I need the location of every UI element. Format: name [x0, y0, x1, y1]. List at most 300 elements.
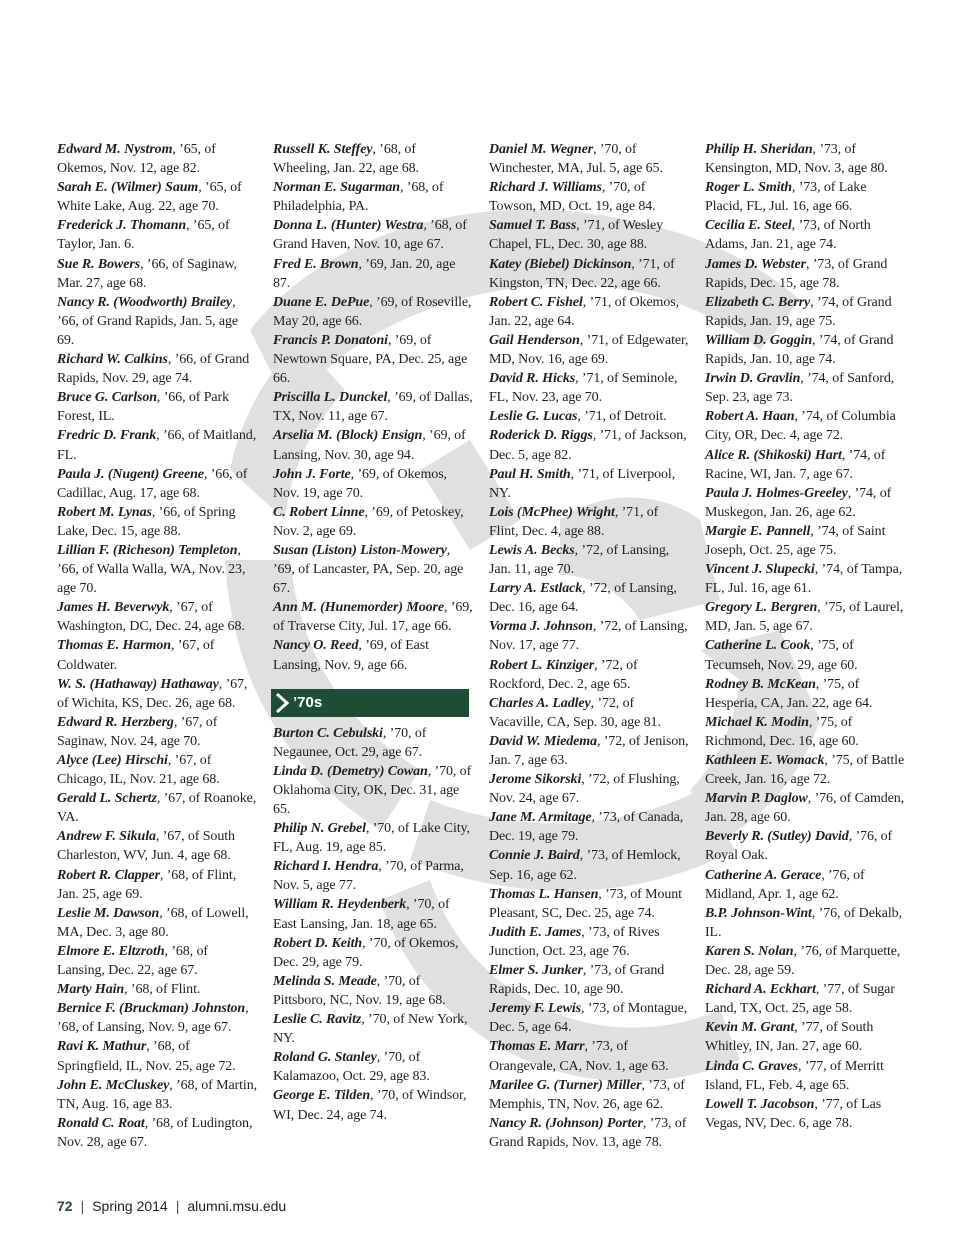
obituary-entry [705, 407, 905, 445]
obituary-entry [57, 1037, 257, 1075]
obituary-details: , ’67, of Roanoke, VA. [57, 791, 257, 826]
obituary-details: , ’72, of Rockford, Dec. 2, age 65. [489, 657, 638, 692]
obituary-details: , ’67, of South Charleston, WV, Jun. 4, age 68. [57, 829, 235, 864]
obituary-entry [273, 331, 473, 388]
obituary-details: , ’71, of Liverpool, NY. [489, 466, 676, 501]
alumnus-name: Ronald C. Roat [57, 1115, 145, 1131]
obituary-details: , ’71, of Wesley Chapel, FL, Dec. 30, age 88. [489, 218, 664, 253]
obituary-entry [489, 293, 689, 331]
alumnus-name: Roger L. Smith [705, 180, 792, 196]
alumnus-name: Paula J. Holmes-Greeley [705, 485, 848, 501]
obituary-entry [273, 426, 473, 464]
obituary-details: , ’65, of Okemos, Nov. 12, age 82. [57, 142, 216, 177]
obituary-details: , ’76, of Marquette, Dec. 28, age 59. [705, 943, 901, 979]
obituary-entry [273, 636, 473, 674]
obituary-entry [273, 388, 473, 426]
alumnus-name: Jerome Sikorski [489, 772, 582, 788]
obituary-details: , ’75, of Hesperia, CA, Jan. 22, age 64. [705, 676, 873, 711]
obituary-entry [57, 216, 257, 254]
obituary-details: , ’69, of Roseville, May 20, age 66. [273, 294, 472, 329]
alumnus-name: Ravi K. Mathur [57, 1039, 147, 1055]
obituary-entry [57, 1076, 257, 1114]
obituary-entry [705, 522, 905, 560]
alumnus-name: Nancy R. (Johnson) Porter [489, 1115, 643, 1131]
obituary-entry [705, 1057, 905, 1095]
obituary-entry [57, 904, 257, 942]
obituary-details: , ’77, of South Whitley, IN, Jan. 27, age 60. [705, 1020, 874, 1055]
alumnus-name: Burton C. Cebulski [273, 725, 383, 741]
obituary-details: , ’65, of Taylor, Jan. 6. [57, 218, 230, 253]
obituary-entry [489, 140, 689, 178]
alumnus-name: William D. Goggin [705, 332, 813, 348]
obituary-entry [705, 904, 905, 942]
obituary-entry [273, 293, 473, 331]
obituary-entry [705, 675, 905, 713]
obituary-entry [705, 293, 905, 331]
alumnus-name: James H. Beverwyk [57, 600, 170, 616]
column-2 [273, 140, 473, 1125]
obituary-details: , ’71, of Flint, Dec. 4, age 88. [489, 504, 659, 539]
alumnus-name: Fredric D. Frank [57, 428, 157, 444]
obituary-entry [57, 1114, 257, 1152]
alumnus-name: Paul H. Smith [489, 466, 571, 482]
decade-heading [271, 689, 469, 717]
alumnus-name: Edward R. Herzberg [57, 714, 174, 730]
obituary-entry [57, 713, 257, 751]
alumnus-name: Frederick J. Thomann [57, 218, 187, 234]
alumnus-name: Nancy O. Reed [273, 638, 359, 654]
obituary-details: , ’68, of Wheeling, Jan. 22, age 68. [273, 142, 419, 177]
obituary-entry [273, 857, 473, 895]
obituary-entry [705, 178, 905, 216]
obituary-entry [57, 636, 257, 674]
obituary-details: , ’72, of Vacaville, CA, Sep. 30, age 81. [489, 695, 661, 730]
site-link[interactable]: alumni.msu.edu [187, 1198, 287, 1214]
alumnus-name: Robert D. Keith [273, 935, 363, 951]
alumnus-name: Leslie M. Dawson [57, 905, 160, 921]
obituary-entry [489, 407, 689, 426]
obituary-details: , ’74, of Columbia City, OR, Dec. 4, age 72. [705, 409, 896, 444]
obituary-entry [57, 503, 257, 541]
obituary-entry [705, 789, 905, 827]
obituary-details: , ’68, of Springfield, IL, Nov. 25, age 72. [57, 1039, 236, 1074]
alumnus-name: David W. Miedema [489, 733, 597, 749]
obituary-entry [705, 140, 905, 178]
alumnus-name: Jeremy F. Lewis [489, 1001, 581, 1017]
obituary-entry [489, 1076, 689, 1114]
obituary-details: , ’68, of Lowell, MA, Dec. 3, age 80. [57, 905, 249, 940]
obituary-entry [489, 923, 689, 961]
obituary-details: , ’69, of Petoskey, Nov. 2, age 69. [273, 504, 464, 539]
alumnus-name: Gregory L. Bergren [705, 600, 818, 616]
alumnus-name: Kevin M. Grant [705, 1020, 795, 1036]
obituary-details: , ’67, of Wichita, KS, Dec. 26, age 68. [57, 676, 248, 711]
obituary-entry [273, 972, 473, 1010]
alumnus-name: Thomas E. Harmon [57, 638, 171, 654]
obituary-details: , ’71, of Seminole, FL, Nov. 23, age 70. [489, 371, 678, 406]
obituary-details: , ’73, of North Adams, Jan. 21, age 74. [705, 218, 871, 253]
obituary-entry [705, 484, 905, 522]
alumnus-name: Nancy R. (Woodworth) Brailey [57, 294, 233, 310]
obituary-entry [273, 140, 473, 178]
obituary-entry [489, 178, 689, 216]
obituary-entry [489, 541, 689, 579]
obituary-details: , ’69, of Lansing, Nov. 30, age 94. [273, 428, 466, 463]
obituary-details: , ’69, of Newtown Square, PA, Dec. 25, age 66. [273, 332, 468, 387]
obituary-details: , ’76, of Midland, Apr. 1, age 62. [705, 867, 865, 902]
obituary-details: , ’68, of Grand Haven, Nov. 10, age 67. [273, 218, 467, 253]
obituary-entry [705, 255, 905, 293]
obituary-details: , ’72, of Jenison, Jan. 7, age 63. [489, 733, 689, 768]
alumnus-name: Melinda S. Meade [273, 973, 377, 989]
obituary-entry [489, 694, 689, 732]
obituary-details: , ’69, of Traverse City, Jul. 17, age 66. [273, 600, 473, 635]
obituary-entry [273, 1010, 473, 1048]
obituary-details: , ’75, of Laurel, MD, Jan. 5, age 67. [705, 600, 904, 635]
chevron-right-icon [271, 689, 293, 717]
alumnus-name: Larry A. Estlack [489, 581, 583, 597]
obituary-entry [705, 713, 905, 751]
alumnus-name: Sarah E. (Wilmer) Saum [57, 180, 199, 196]
obituary-details: , ’73, of Lake Placid, FL, Jul. 16, age 66. [705, 180, 867, 215]
obituary-details: , ’68, of Lansing, Nov. 9, age 67. [57, 1001, 249, 1036]
alumnus-name: Catherine L. Cook [705, 638, 811, 654]
obituary-entry [57, 140, 257, 178]
obituary-entry [273, 895, 473, 933]
obituary-entry [273, 724, 473, 762]
footer-separator: | [175, 1198, 180, 1214]
obituary-details: , ’70, of Windsor, WI, Dec. 24, age 74. [273, 1088, 467, 1123]
alumnus-name: Susan (Liston) Liston-Mowery [273, 542, 447, 558]
obituary-details: , ’77, of Las Vegas, NV, Dec. 6, age 78. [705, 1096, 882, 1131]
column-1 [57, 140, 257, 1152]
alumnus-name: Rodney B. McKean [705, 676, 816, 692]
obituary-entry [57, 465, 257, 503]
obituary-details: , ’77, of Merritt Island, FL, Feb. 4, age 65. [705, 1058, 884, 1093]
obituary-entry [489, 1114, 689, 1152]
obituary-entry [57, 293, 257, 350]
obituary-entry [705, 1095, 905, 1133]
obituary-entry [273, 216, 473, 254]
obituary-details: , ’67, of Chicago, IL, Nov. 21, age 68. [57, 753, 220, 788]
alumnus-name: Paula J. (Nugent) Greene [57, 466, 204, 482]
obituary-details: , ’68, of Martin, TN, Aug. 16, age 83. [57, 1077, 257, 1112]
obituary-details: , ’73, of Canada, Dec. 19, age 79. [489, 810, 684, 845]
alumnus-name: Donna L. (Hunter) Westra [273, 218, 424, 234]
obituary-entry [489, 1037, 689, 1075]
alumnus-name: Alyce (Lee) Hirschi [57, 753, 168, 768]
obituary-details: , ’73, of Grand Rapids, Dec. 15, age 78. [705, 256, 888, 291]
obituary-entry [273, 503, 473, 541]
obituary-entry [705, 598, 905, 636]
obituary-details: , ’70, of Winchester, MA, Jul. 5, age 65. [489, 142, 663, 177]
obituary-details: , ’70, of New York, NY. [273, 1012, 468, 1047]
obituary-details: , ’70, of Towson, MD, Oct. 19, age 84. [489, 180, 656, 215]
obituary-details: , ’68, of Flint, Jan. 25, age 69. [57, 867, 237, 902]
alumnus-name: W. S. (Hathaway) Hathaway [57, 676, 219, 692]
alumnus-name: Lillian F. (Richeson) Templeton [57, 542, 238, 558]
alumnus-name: B.P. Johnson-Wint [705, 905, 812, 921]
alumnus-name: Arselia M. (Block) Ensign [273, 428, 423, 444]
obituary-details: , ’66, of Saginaw, Mar. 27, age 68. [57, 256, 237, 291]
issue-label: Spring 2014 [92, 1198, 168, 1214]
obituary-details: , ’71, of Edgewater, MD, Nov. 16, age 69. [489, 332, 689, 368]
alumnus-name: Kathleen E. Womack [705, 753, 825, 768]
alumnus-name: Catherine A. Gerace [705, 867, 822, 883]
obituary-entry [489, 579, 689, 617]
obituary-entry [57, 388, 257, 426]
obituary-entry [489, 255, 689, 293]
obituary-entry [489, 503, 689, 541]
alumnus-name: Robert A. Haan [705, 409, 795, 425]
obituary-entry [705, 636, 905, 674]
obituary-details: , ’65, of White Lake, Aug. 22, age 70. [57, 180, 242, 215]
alumnus-name: David R. Hicks [489, 371, 576, 387]
alumnus-name: John J. Forte [273, 466, 351, 482]
obituary-details: , ’71, of Okemos, Jan. 22, age 64. [489, 294, 679, 329]
obituary-details: , ’73, of Rives Junction, Oct. 23, age 76. [489, 924, 660, 959]
obituary-details: , ’66, of Cadillac, Aug. 17, age 68. [57, 466, 248, 501]
obituary-details: , ’69, Jan. 20, age 87. [273, 256, 456, 291]
obituary-details: , ’71, of Kingston, TN, Dec. 22, age 66. [489, 256, 675, 291]
alumnus-name: Andrew F. Sikula [57, 829, 156, 845]
alumnus-name: Cecilia E. Steel [705, 218, 792, 234]
obituary-entry [489, 961, 689, 999]
obituary-entry [57, 942, 257, 980]
obituary-entry [705, 866, 905, 904]
obituary-details: , ’72, of Flushing, Nov. 24, age 67. [489, 772, 680, 807]
obituary-details: , ’73, of Hemlock, Sep. 16, age 62. [489, 848, 681, 883]
alumnus-name: Linda C. Graves [705, 1058, 799, 1074]
obituary-details: , ’73, of Orangevale, CA, Nov. 1, age 63. [489, 1039, 669, 1074]
obituary-entry [57, 598, 257, 636]
alumnus-name: James D. Webster [705, 256, 806, 272]
alumnus-name: Edward M. Nystrom [57, 142, 173, 157]
obituary-details: , ’76, of Royal Oak. [705, 829, 893, 864]
obituary-details: , ’70, of Okemos, Dec. 29, age 79. [273, 935, 459, 970]
obituary-details: , ’70, of Negaunee, Oct. 29, age 67. [273, 725, 427, 760]
obituary-entry [489, 426, 689, 464]
obituary-entry [705, 751, 905, 789]
obituary-entry [705, 216, 905, 254]
obituary-details: , ’75, of Richmond, Dec. 16, age 60. [705, 714, 859, 749]
obituary-details: , ’66, of Spring Lake, Dec. 15, age 88. [57, 504, 236, 539]
obituary-details: , ’73, of Grand Rapids, Dec. 10, age 90. [489, 963, 665, 998]
column-4 [705, 140, 905, 1133]
obituary-details: , ’71, of Jackson, Dec. 5, age 82. [489, 428, 687, 463]
alumnus-name: Gail Henderson [489, 332, 580, 348]
obituary-entry [273, 255, 473, 293]
obituary-details: , ’73, of Mount Pleasant, SC, Dec. 25, age 74. [489, 886, 682, 921]
obituary-details: , ’72, of Lansing, Nov. 17, age 77. [489, 619, 688, 654]
alumnus-name: Linda D. (Demetry) Cowan [273, 763, 428, 779]
obituary-entry [273, 1086, 473, 1124]
obituary-details: , ’68, of Philadelphia, PA. [273, 180, 444, 215]
obituary-entry [273, 819, 473, 857]
alumnus-name: Judith E. James [489, 924, 582, 940]
obituary-details: , ’75, of Battle Creek, Jan. 16, age 72. [705, 753, 905, 788]
obituary-details: , ’74, of Saint Joseph, Oct. 25, age 75. [705, 523, 886, 558]
alumnus-name: George E. Tilden [273, 1088, 371, 1104]
obituary-details: , ’76, of Camden, Jan. 28, age 60. [705, 791, 905, 826]
alumnus-name: Bruce G. Carlson [57, 390, 157, 406]
obituary-details: , ’68, of Ludington, Nov. 28, age 67. [57, 1115, 253, 1150]
alumnus-name: Elmore E. Eltzroth [57, 943, 165, 959]
obituary-entry [273, 541, 473, 598]
obituary-details: , ’69, of Lancaster, PA, Sep. 20, age 67. [273, 542, 464, 597]
obituary-details: , ’66, of Grand Rapids, Jan. 5, age 69. [57, 294, 238, 348]
alumnus-name: Vorma J. Johnson [489, 619, 593, 635]
obituary-entry [273, 934, 473, 972]
obituary-entry [489, 331, 689, 369]
alumnus-name: Alice R. (Shikoski) Hart [705, 447, 842, 463]
alumnus-name: Ann M. (Hunemorder) Moore [273, 600, 444, 616]
page-number: 72 [57, 1198, 73, 1214]
alumnus-name: Karen S. Nolan [705, 943, 794, 959]
obituary-details: , ’67, of Coldwater. [57, 638, 215, 673]
obituary-details: , ’73, of Grand Rapids, Nov. 13, age 78. [489, 1115, 687, 1150]
obituary-entry [489, 808, 689, 846]
alumnus-name: Leslie C. Ravitz [273, 1012, 362, 1028]
obituary-details: , ’73, of Kensington, MD, Nov. 3, age 80. [705, 142, 888, 177]
alumnus-name: Richard W. Calkins [57, 352, 168, 368]
obituary-entry [57, 751, 257, 789]
alumnus-name: Charles A. Ladley [489, 695, 591, 711]
alumnus-name: Margie E. Pannell [705, 523, 811, 539]
obituary-entry [57, 675, 257, 713]
obituary-entry [57, 350, 257, 388]
obituary-details: , ’69, of Okemos, Nov. 19, age 70. [273, 466, 447, 501]
obituary-details: , ’70, of Pittsboro, NC, Nov. 19, age 68. [273, 973, 446, 1008]
alumnus-name: Bernice F. (Bruckman) Johnston [57, 1001, 246, 1017]
alumnus-name: Beverly R. (Sutley) David [705, 829, 849, 845]
alumnus-name: Marilee G. (Turner) Miller [489, 1077, 642, 1093]
obituary-entry [57, 980, 257, 999]
alumnus-name: Roderick D. Riggs [489, 428, 593, 444]
alumnus-name: Robert L. Kinziger [489, 657, 595, 673]
obituary-details: , ’68, of Lansing, Dec. 22, age 67. [57, 943, 208, 979]
obituary-entry [57, 541, 257, 598]
obituary-entry [57, 255, 257, 293]
alumnus-name: Daniel M. Wegner [489, 142, 594, 157]
obituary-details: , ’76, of Dekalb, IL. [705, 905, 902, 940]
obituary-entry [489, 465, 689, 503]
obituary-entry [57, 827, 257, 865]
alumnus-name: Norman E. Sugarman [273, 180, 400, 196]
obituary-entry [489, 617, 689, 655]
alumnus-name: Vincent J. Slupecki [705, 562, 815, 578]
obituary-entry [489, 656, 689, 694]
obituary-entry [57, 999, 257, 1037]
obituary-entry [57, 789, 257, 827]
obituary-details: , ’74, of Sanford, Sep. 23, age 73. [705, 371, 895, 406]
alumnus-name: Robert R. Clapper [57, 867, 160, 883]
obituary-entry [705, 446, 905, 484]
alumnus-name: Philip H. Sheridan [705, 142, 813, 157]
alumnus-name: Russell K. Steffey [273, 142, 373, 157]
alumnus-name: Thomas L. Hansen [489, 886, 599, 902]
obituary-entry [273, 598, 473, 636]
obituary-details: , ’66, of Walla Walla, WA, Nov. 23, age 70. [57, 542, 246, 597]
obituary-details: , ’66, of Grand Rapids, Nov. 29, age 74. [57, 352, 250, 387]
alumnus-name: Jane M. Armitage [489, 810, 592, 826]
alumnus-name: Richard A. Eckhart [705, 982, 816, 998]
obituary-entry [705, 560, 905, 598]
obituary-entry [705, 369, 905, 407]
alumnus-name: Robert M. Lynas [57, 504, 152, 520]
alumnus-name: Connie J. Baird [489, 848, 580, 864]
obituary-details: , ’70, of Lake City, FL, Aug. 19, age 85. [273, 821, 470, 856]
alumnus-name: Michael K. Modin [705, 714, 809, 730]
alumnus-name: Richard J. Williams [489, 180, 602, 196]
obituary-entry [705, 942, 905, 980]
alumnus-name: Richard I. Hendra [273, 859, 379, 875]
obituary-details: , ’74, of Muskegon, Jan. 26, age 62. [705, 485, 892, 520]
obituary-entry [273, 762, 473, 819]
alumnus-name: Lewis A. Becks [489, 542, 575, 558]
alumnus-name: Duane E. DePue [273, 294, 370, 310]
alumnus-name: Lois (McPhee) Wright [489, 504, 615, 520]
obituary-entry [273, 1048, 473, 1086]
obituary-entry [489, 885, 689, 923]
obituary-details: , ’72, of Lansing, Dec. 16, age 64. [489, 581, 677, 616]
alumnus-name: Gerald L. Schertz [57, 791, 157, 807]
alumnus-name: Elizabeth C. Berry [705, 294, 811, 310]
obituary-details: , ’70, of Parma, Nov. 5, age 77. [273, 859, 464, 894]
obituary-entry [489, 999, 689, 1037]
alumnus-name: Katey (Biebel) Dickinson [489, 256, 632, 272]
decade-label: ’70s [293, 694, 323, 712]
alumnus-name: Fred E. Brown [273, 256, 359, 272]
obituary-details: , ’75, of Tecumseh, Nov. 29, age 60. [705, 638, 858, 673]
alumnus-name: Sue R. Bowers [57, 256, 141, 272]
obituary-details: , ’67, of Washington, DC, Dec. 24, age 68. [57, 600, 245, 635]
obituary-entry [273, 465, 473, 503]
obituary-details: , ’70, of Oklahoma City, OK, Dec. 31, age 65. [273, 763, 472, 817]
obituary-entry [489, 770, 689, 808]
obituary-details: , ’70, of Kalamazoo, Oct. 29, age 83. [273, 1050, 430, 1085]
obituary-entry [705, 331, 905, 369]
alumnus-name: Priscilla L. Dunckel [273, 390, 388, 406]
alumnus-name: Leslie G. Lucas [489, 409, 578, 425]
alumnus-name: Philip N. Grebel [273, 821, 366, 837]
obituary-entry [705, 827, 905, 865]
alumnus-name: Marvin P. Daglow [705, 791, 808, 807]
alumnus-name: Francis P. Donatoni [273, 332, 388, 348]
obituary-details: , ’71, of Detroit. [577, 409, 667, 425]
obituary-details: , ’66, of Maitland, FL. [57, 428, 257, 463]
obituary-entry [273, 178, 473, 216]
alumnus-name: Samuel T. Bass [489, 218, 577, 234]
obituary-details: , ’73, of Memphis, TN, Nov. 26, age 62. [489, 1077, 685, 1112]
obituary-details: , ’70, of East Lansing, Jan. 18, age 65. [273, 897, 450, 932]
obituary-details: , ’73, of Montague, Dec. 5, age 64. [489, 1001, 688, 1036]
obituary-details: , ’68, of Flint. [124, 982, 201, 998]
obituary-details: , ’74, of Tampa, FL, Jul. 16, age 61. [705, 562, 903, 597]
alumnus-name: Robert C. Fishel [489, 294, 583, 310]
obituary-details: , ’74, of Racine, WI, Jan. 7, age 67. [705, 447, 886, 482]
column-3 [489, 140, 689, 1152]
obituary-entry [705, 1018, 905, 1056]
obituary-entry [57, 866, 257, 904]
obituary-entry [705, 980, 905, 1018]
obituary-details: , ’72, of Lansing, Jan. 11, age 70. [489, 542, 670, 578]
obituary-details: , ’67, of Saginaw, Nov. 24, age 70. [57, 714, 218, 749]
alumnus-name: Elmer S. Junker [489, 963, 583, 979]
footer-separator: | [80, 1198, 85, 1214]
alumnus-name: Lowell T. Jacobson [705, 1096, 815, 1112]
page-footer [57, 1198, 286, 1214]
